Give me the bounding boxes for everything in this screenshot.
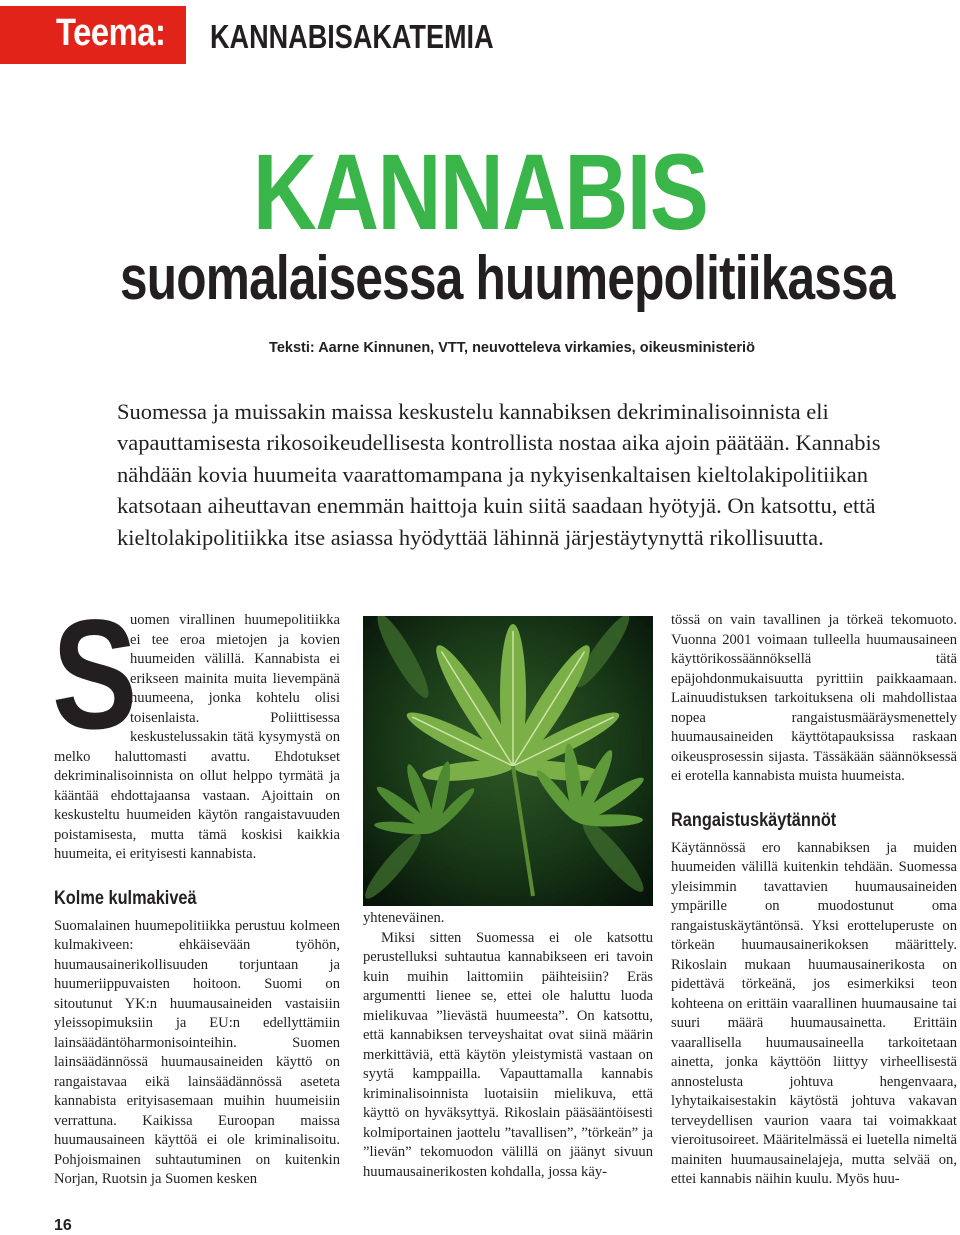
column-1-paragraph-2: Suomalainen huumepolitiikka perustuu kolmeen kulmakiveen: ehkäisevään työhön, huumausainerikollisuuden torjuntaan ja huumeriippuvaisten hoitoon. Suomi on sitoutunut YK:n huumausaineiden vastaisiin yleissopimuksiin ja EU:n edellyttämiin lainsäädäntöharmonisointeihin. Suomen lainsäädännössä huumausaineiden käyttö on rangaistavaa eikä lainsäädännössä aseteta kannabista erityisasemaan muihin huumeisiin verrattuna. Kaikissa Euroopan maissa huumausaineen käyttöä ei ole kriminalisoitu. Pohjoismainen suhtautuminen on kuitenkin Norjan, Ruotsin ja Suomen kesken: [54, 917, 340, 1187]
column-3-paragraph-1: tössä on vain tavallinen ja törkeä tekomuoto. Vuonna 2001 voimaan tulleella huumausaineen käyttörikossäännöksellä tätä epäjohdonmukaisuutta pyrittiin paikkaamaan. Lainuudistuksen tarkoituksena oli mahdollistaa nopea rangaistusmääräysmenettely huumausaineiden käyttötapauksissa raskaan oikeusprosessin sijasta. Tässäkään säännöksessä ei erotella kannabista muista huumeista.: [671, 612, 957, 784]
column-3: [671, 611, 957, 1190]
theme-banner: [0, 6, 960, 64]
column-2-paragraph-1: yhteneväinen.: [363, 910, 445, 926]
column-1: [52, 588, 340, 1190]
article-byline: Teksti: Aarne Kinnunen, VTT, neuvotteleva virkamies, oikeusministeriö: [269, 340, 755, 356]
heading-kolme-kulmakivea: Kolme kulmakiveä: [54, 887, 197, 909]
column-2-paragraph-2: Miksi sitten Suomessa ei ole katsottu perustelluksi suhtautua kannabikseen eri tavoin kuin muihin laittomiin päihteisiin? Eräs argumentti lienee se, ettei ole haluttu luoda mielikuvaa ”lievästä huumeesta”. On katsottu, että kannabiksen terveyshaitat ovat siinä määrin merkittäviä, että käytön yleistymistä vastaan on syytä kamppailla. Vapauttamalla kannabis kriminalisoinnista luotaisiin mielikuva, että käyttö on hyväksyttyä. Rikoslain pääsääntöisesti kolmiportainen jaottelu ”tavallisen”, ”törkeän” ja ”lievän” tekomuodon välillä on jäänyt sivuun huumausainerikosten kohdalla, jossa käy-: [363, 929, 653, 1180]
article-title: KANNABIS: [252, 131, 708, 252]
article-subtitle: suomalaisessa huumepolitiikassa: [120, 244, 895, 313]
cannabis-leaf-icon: [363, 616, 653, 906]
cannabis-leaf-photo: [363, 616, 653, 906]
theme-label: Teema:: [56, 12, 166, 54]
column-2: [363, 909, 653, 1182]
drop-cap: S: [52, 588, 138, 762]
heading-rangaistuskaytannot: Rangaistuskäytännöt: [671, 809, 837, 831]
page-number: 16: [54, 1217, 72, 1234]
column-1-paragraph-1: uomen virallinen huumepolitiikka ei tee eroa mietojen ja kovien huumeiden välillä. Kannabista ei erikseen mainita muita lievempänä huumeena, jonka kohtelu olisi toisenlaista. Poliittisessa keskustelussakin tätä kysymystä on melko haluttomasti avattu. Ehdotukset dekriminalisoinnista on ollut helppo tyrmätä ja kääntää ehdottajaansa vastaan. Ajoittain on keskusteltu huumeiden käytön rangaistavuuden poistamisesta, mutta tämä koskisi kaikkia huumeita, ei erityisesti kannabista.: [54, 612, 340, 862]
section-title: KANNABISAKATEMIA: [210, 18, 494, 55]
article-lead: Suomessa ja muissakin maissa keskustelu kannabiksen dekriminalisoinnista eli vapauttamisesta rikosoikeudellisesta kontrollista nostaa aika ajoin päätään. Kannabis nähdään kovia huumeita vaarattomampana ja nykyisenkaltaisen kieltolakipolitiikan katsotaan aiheuttavan enemmän haittoja kuin siitä saadaan hyötyjä. On katsottu, että kieltolakipolitiikka itse asiassa hyödyttää lähinnä järjestäytynyttä rikollisuutta.: [117, 399, 881, 550]
column-3-paragraph-2: Käytännössä ero kannabiksen ja muiden huumeiden välillä kuitenkin tehdään. Suomessa yleisimmin tavattavien huumausaineiden ympärille on muodostunut oma rangaistuskäytäntönsä. Yksi erotteluperuste on törkeän huumausainerikoksen määrittely. Rikoslain mukaan huumausainerikosta on pidettävä törkeänä, jos esimerkiksi teon kohteena on erittäin vaarallinen huumausaine tai suuri määrä huumausainetta. Erittäin vaarallisella huumausaineella tarkoitetaan ainetta, jonka käyttöön liittyy virheellisestä annostelusta johtuva hengenvaara, lyhytaikaisestakin käytöstä johtuva vakavan terveydellisen vaurion vaara tai voimakkaat vieroitusoireet. Määritelmässä ei luetella nimeltä mainiten huumausainelajeja, mutta selvää on, ettei kannabis näihin kuulu. Myös huu-: [671, 839, 957, 1187]
